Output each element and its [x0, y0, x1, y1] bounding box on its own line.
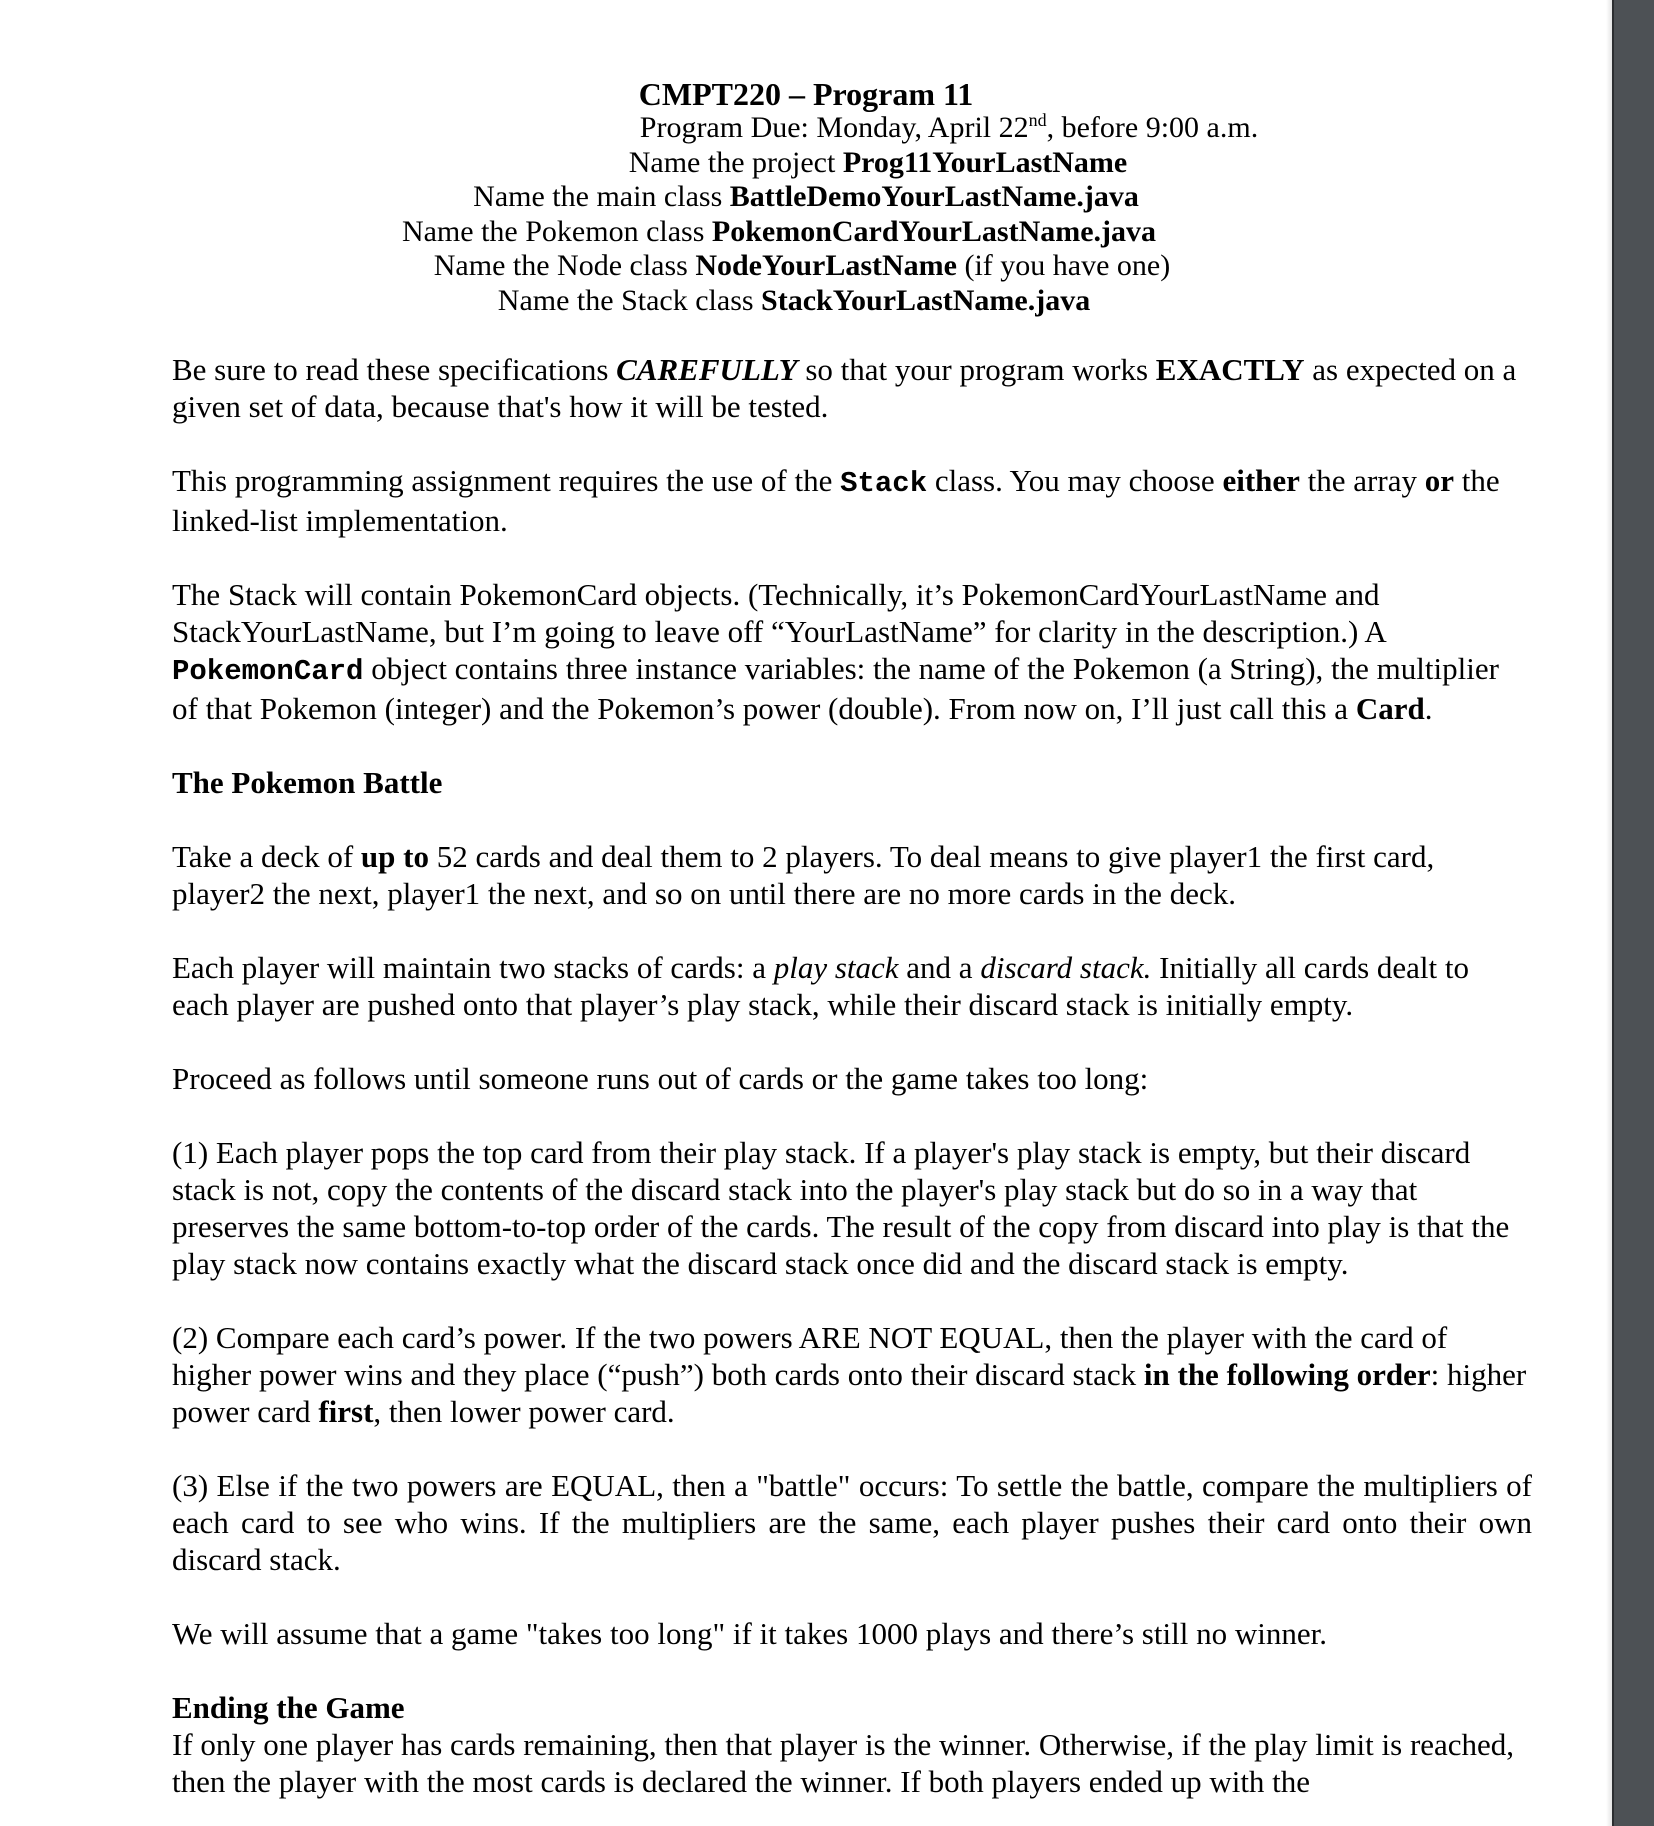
paragraph-stack-requirement: This programming assignment requires the use of the Stack class. You may choose either the array or the linked-list implementation.	[172, 463, 1500, 538]
project-name-line: Name the project Prog11YourLastName	[628, 145, 1128, 179]
node-class-line: Name the Node class NodeYourLastName (if you have one)	[433, 249, 1171, 282]
document-body	[172, 351, 1532, 1826]
document-title: CMPT220 – Program 11	[638, 76, 974, 112]
paragraph-step-1: (1) Each player pops the top card from their play stack. If a player's play stack is empty, but their discard stack is not, copy the contents of the discard stack into the player's play stack but do so in a way that preserves the same bottom-to-top order of the cards. The result of the copy from discard into play is that the play stack now contains exactly what the discard stack once did and the discard stack is empty.	[172, 1135, 1510, 1281]
paragraph-step-2: (2) Compare each card’s power. If the two powers ARE NOT EQUAL, then the player with the card of higher power wins and they place (“push”) both cards onto their discard stack in the following order: higher power card first, then lower power card.	[172, 1320, 1527, 1429]
paragraph-deal: Take a deck of up to 52 cards and deal them to 2 players. To deal means to give player1 the first card, player2 the next, player1 the next, and so on until there are no more cards in the deck.	[172, 839, 1435, 911]
stack-class-line: Name the Stack class StackYourLastName.java	[497, 283, 1091, 317]
paragraph-ending: If only one player has cards remaining, then that player is the winner. Otherwise, if the play limit is reached, then the player with the most cards is declared the winner. If both players ended up with the	[172, 1727, 1515, 1799]
due-date-line: Program Due: Monday, April 22nd, before 9:00 a.m.	[639, 110, 1259, 144]
paragraph-stacks: Each player will maintain two stacks of cards: a play stack and a discard stack. Initially all cards dealt to each player are pushed onto that player’s play stack, while their discard stack is initially empty.	[172, 950, 1470, 1022]
paragraph-too-long: We will assume that a game "takes too long" if it takes 1000 plays and there’s still no winner.	[172, 1616, 1327, 1651]
paragraph-pokemoncard: The Stack will contain PokemonCard objects. (Technically, it’s PokemonCardYourLastName and StackYourLastName, but I’m going to leave off “YourLastName” for clarity in the description.) A PokemonCard object contains three instance variables: the name of the Pokemon (a String), the multiplier of that Pokemon (integer) and the Pokemon’s power (double). From now on, I’ll just call this a Card.	[172, 577, 1499, 726]
paragraph-step-3: (3) Else if the two powers are EQUAL, then a "battle" occurs: To settle the battle, compare the multipliers of each card to see who wins. If the multipliers are the same, each player pushes their card onto their own discard stack.	[172, 1468, 1532, 1577]
heading-ending-the-game: Ending the Game	[172, 1690, 405, 1725]
viewer-background	[1612, 0, 1654, 1826]
heading-pokemon-battle: The Pokemon Battle	[172, 765, 443, 800]
main-class-line: Name the main class BattleDemoYourLastName.java	[473, 180, 1139, 213]
paragraph-proceed: Proceed as follows until someone runs out of cards or the game takes too long:	[172, 1061, 1149, 1096]
document-header	[0, 77, 1612, 318]
paragraph-read-carefully: Be sure to read these specifications CAREFULLY so that your program works EXACTLY as expected on a given set of data, because that's how it will be tested.	[172, 352, 1517, 424]
pokemon-class-line: Name the Pokemon class PokemonCardYourLastName.java	[401, 214, 1157, 248]
